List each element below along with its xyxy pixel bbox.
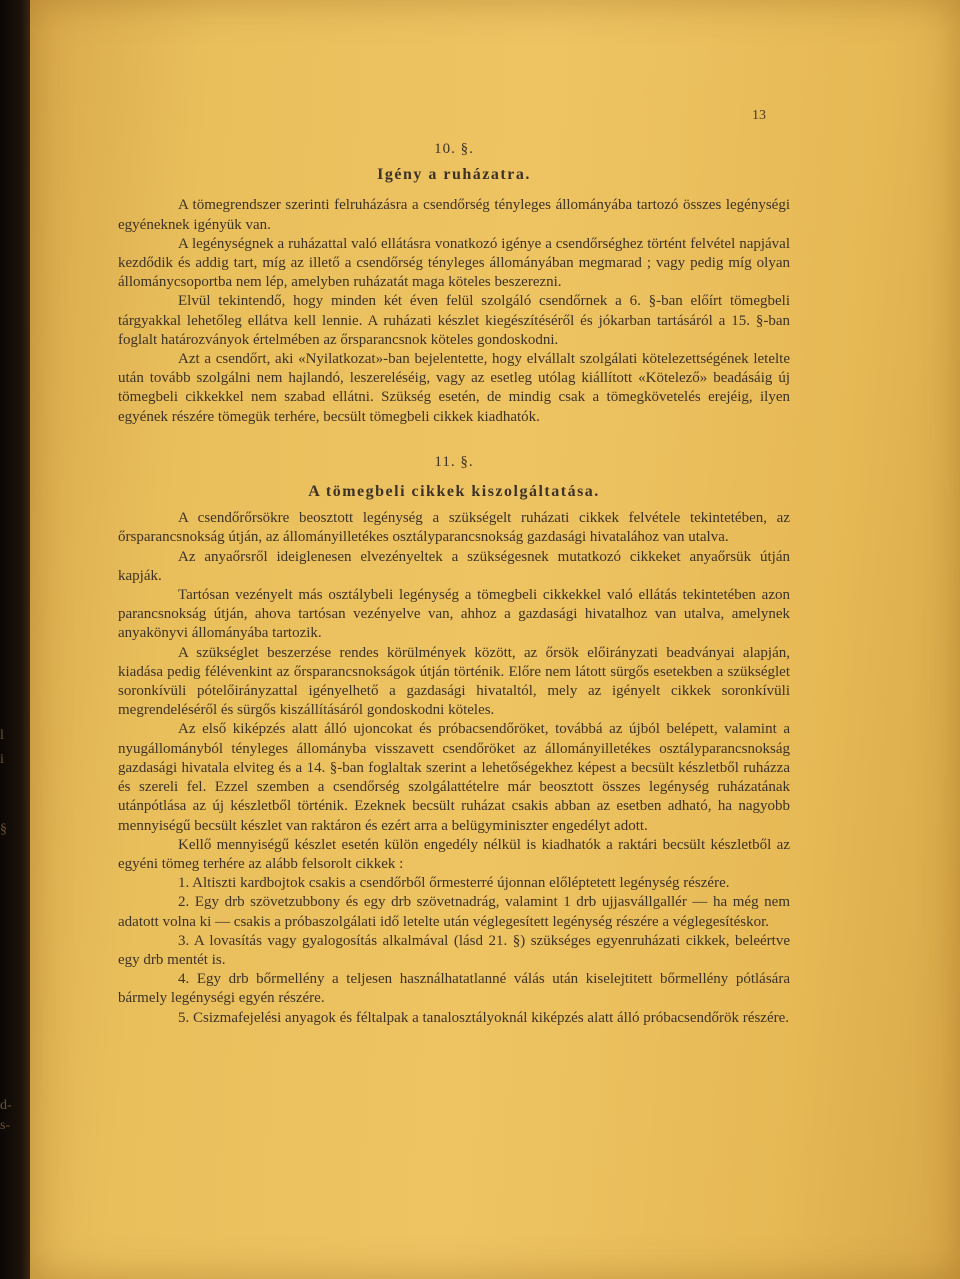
list-item: 5. Csizmafejelési anyagok és féltalpak a tanalosztályoknál kiképzés alatt álló próbacsendőrök részére.	[178, 1009, 790, 1026]
section-number: 10. §.	[434, 141, 474, 157]
paragraph: Az anyaőrsről ideiglenesen elvezényeltek a szükségesnek mutatkozó cikkeket anyaőrsük útján kapják.	[118, 548, 790, 584]
paragraph: Tartósan vezényelt más osztálybeli legénység a tömegbeli cikkekkel való ellátás tekintetében azon parancsnokság útján, ahova tartósan vezényelve van, ahhoz a gazdasági hivatalhoz van utalva, amelynek anyakönyvi állományába tartozik.	[118, 587, 790, 642]
paragraph: Kellő mennyiségű készlet esetén külön engedély nélkül is kiadhatók a raktári becsült készletből az egyéni tömeg terhére az alább felsorolt cikkek :	[118, 836, 790, 872]
margin-fragment: §	[0, 822, 7, 837]
margin-fragment: d-	[0, 1098, 12, 1113]
section-number: 11. §.	[434, 453, 474, 470]
margin-fragment: s-	[0, 1118, 11, 1133]
paragraph: Azt a csendőrt, aki «Nyilatkozat»-ban bejelentette, hogy elvállalt szolgálati kötelezettségének letelte után tovább szolgálni nem hajlandó, leszereléséig, vagy az esetleg utólag kiállított «Kötelező» beadásáig új tömegbeli cikkekkel nem szabad ellátni. Szükség esetén, de mindig csak a tömegkövetelés erejéig, ilyen egyének részére tömegük terhére, becsült tömegbeli cikkek kiadhatók.	[118, 351, 790, 425]
paragraph: A csendőrőrsökre beosztott legénység a szükségelt ruházati cikkek felvétele tekintetében, az őrsparancsnokság útján, az állományilletékes osztályparancsnokság gazdasági hivatalához van utalva.	[118, 510, 790, 546]
paragraph: A szükséglet beszerzése rendes körülmények között, az őrsök előirányzati beadványai alapján, kiadása pedig félévenkint az őrsparancsnokságok útján történik. Előre nem látott sürgős esetekben a szükséglet soronkívüli pótelőirányzattal igényelhető a gazdasági hivataltól, mely az igényelt cikkek soronkívüli megrendeléséről és sürgős kiszállításáról gondoskodni köteles.	[118, 644, 790, 719]
paragraph: Elvül tekintendő, hogy minden két éven felül szolgáló csendőrnek a 6. §-ban előírt tömegbeli tárgyakkal lehetőleg ellátva kell lennie. A ruházati készlet kiegészítéséről és jókarban tartásáról a 15. §-ban foglalt határozványok értelmében az őrsparancsnok köteles gondoskodni.	[118, 293, 790, 348]
section-title: Igény a ruházatra.	[377, 166, 531, 184]
section-spacer	[118, 427, 790, 453]
section-title: A tömegbeli cikkek kiszolgáltatása.	[308, 483, 600, 501]
paragraph: A tömegrendszer szerinti felruházásra a csendőrség tényleges állományába tartozó összes legénységi egyéneknek igényük van.	[118, 197, 790, 233]
paragraph: A legénységnek a ruházattal való ellátásra vonatkozó igénye a csendőrséghez történt felvétel napjával kezdődik és addig tart, míg az illető a csendőrség tényleges állományában megmarad ; vagy pedig míg olyan állománycsoportba nem lép, amelyben ruházatát maga köteles beszerezni.	[118, 235, 790, 291]
margin-fragment: i	[0, 752, 4, 767]
list-item: 3. A lovasítás vagy gyalogosítás alkalmával (lásd 21. §) szükséges egyenruházati cikkek, beleértve egy drb mentét is.	[118, 932, 790, 968]
left-page-edge	[0, 0, 30, 1279]
list-item: 2. Egy drb szövetzubbony és egy drb szövetnadrág, valamint 1 drb ujjasvállgallér — ha még nem adatott volna ki — csakis a próbaszolgálati idő letelte után véglegesített legénység részére a véglegesítéskor.	[118, 894, 790, 930]
document-body	[118, 140, 790, 1028]
paragraph: Az első kiképzés alatt álló ujoncokat és próbacsendőröket, továbbá az újból belépett, valamint a nyugállományból tényleges állományba visszavett csendőröket az állományilletékes osztályparancsnokság gazdasági hivatala elviteg és a 14. §-ban foglaltak szerint a lehetőségekhez képest a becsült készletből ruházza és szereli fel. Ezzel szemben a csendőrség szolgálattételre már beosztott összes legénység ruházatának utánpótlása az új készletből történik. Ezeknek becsült ruházat csakis abban az esetben adható, ha nagyobb mennyiségű becsült készlet van raktáron és ezért arra a belügyminiszter engedélyt adott.	[118, 721, 790, 834]
page-number: 13	[752, 108, 766, 123]
list-item: 4. Egy drb bőrmellény a teljesen használhatatlanné válás után kiselejtitett bőrmellény pótlására bármely legénységi egyén részére.	[118, 971, 790, 1007]
margin-fragment: l	[0, 728, 4, 743]
list-item: 1. Altiszti kardbojtok csakis a csendőrből őrmesterré újonnan előléptetett legénység részére.	[178, 875, 730, 892]
